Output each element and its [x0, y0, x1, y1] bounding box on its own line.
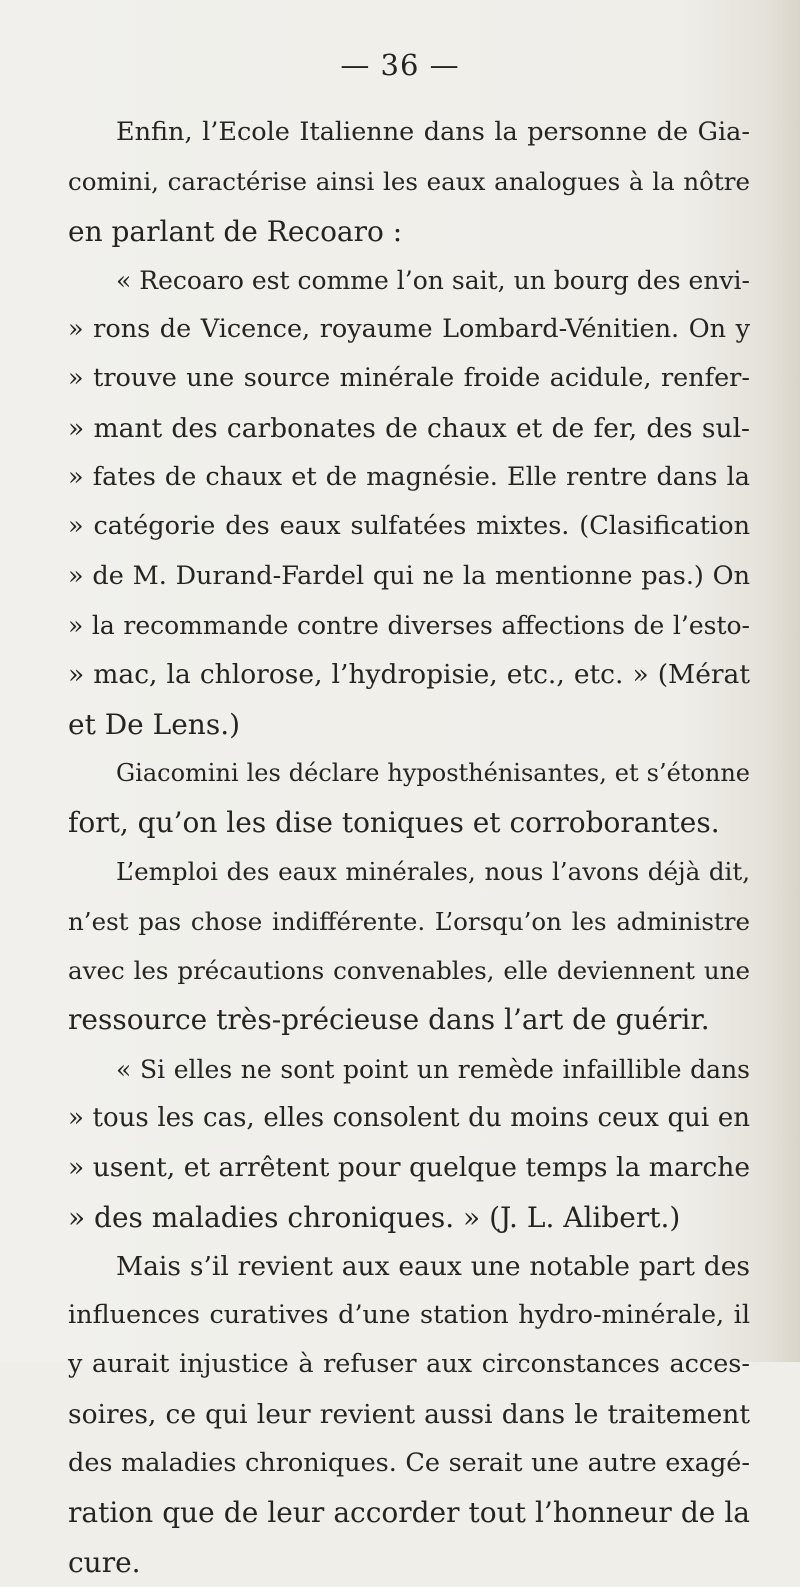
- text-line: Mais s’il revient aux eaux une notable part des: [116, 1250, 750, 1282]
- text-line: ressource très-précieuse dans l’art de guérir.: [68, 1003, 710, 1037]
- text-line: » mant des carbonates de chaux et de fer, des sul-: [68, 412, 750, 444]
- text-line: » mac, la chlorose, l’hydropisie, etc., etc. » (Mérat: [68, 659, 750, 691]
- text-line: avec les précautions convenables, elle deviennent une: [68, 956, 750, 986]
- text-line: » catégorie des eaux sulfatées mixtes. (Clasification: [68, 511, 750, 542]
- text-line: « Recoaro est comme l’on sait, un bourg des envi-: [116, 265, 750, 295]
- text-line: » fates de chaux et de magnésie. Elle rentre dans la: [68, 462, 750, 493]
- text-line: » des maladies chroniques. » (J. L. Alibert.): [68, 1200, 681, 1234]
- text-line: L’emploi des eaux minérales, nous l’avons déjà dit,: [116, 857, 750, 887]
- page-number: — 36 —: [340, 48, 460, 82]
- text-line: « Si elles ne sont point un remède infaillible dans: [116, 1054, 750, 1084]
- text-line: Enfin, l’Ecole Italienne dans la personne de Gia-: [116, 117, 750, 147]
- text-line: en parlant de Recoaro :: [68, 214, 403, 248]
- text-line: Giacomini les déclare hyposthénisantes, et s’étonne: [116, 758, 750, 787]
- text-line: n’est pas chose indifférente. L’orsqu’on les administre: [68, 906, 750, 936]
- text-line: comini, caractérise ainsi les eaux analogues à la nôtre: [68, 167, 750, 197]
- text-line: » rons de Vicence, royaume Lombard-Vénitien. On y: [68, 314, 750, 345]
- body-text: [68, 108, 750, 1587]
- text-line: fort, qu’on les dise toniques et corroborantes.: [68, 806, 720, 840]
- text-line: cure.: [68, 1545, 141, 1579]
- text-line: et De Lens.): [68, 707, 241, 741]
- text-line: des maladies chroniques. Ce serait une autre exagé-: [68, 1448, 750, 1479]
- text-line: » de M. Durand-Fardel qui ne la mentionne pas.) On: [68, 560, 750, 591]
- text-line: » trouve une source minérale froide acidule, renfer-: [68, 363, 750, 394]
- text-line: » la recommande contre diverses affections de l’esto-: [68, 610, 750, 640]
- text-line: influences curatives d’une station hydro-minérale, il: [68, 1300, 750, 1331]
- text-line: ration que de leur accorder tout l’honneur de la: [68, 1496, 750, 1530]
- text-line: » usent, et arrêtent pour quelque temps la marche: [68, 1152, 750, 1184]
- text-line: » tous les cas, elles consolent du moins ceux qui en: [68, 1102, 750, 1133]
- text-line: y aurait injustice à refuser aux circonstances acces-: [68, 1349, 750, 1380]
- text-line: soires, ce qui leur revient aussi dans le traitement: [68, 1398, 750, 1430]
